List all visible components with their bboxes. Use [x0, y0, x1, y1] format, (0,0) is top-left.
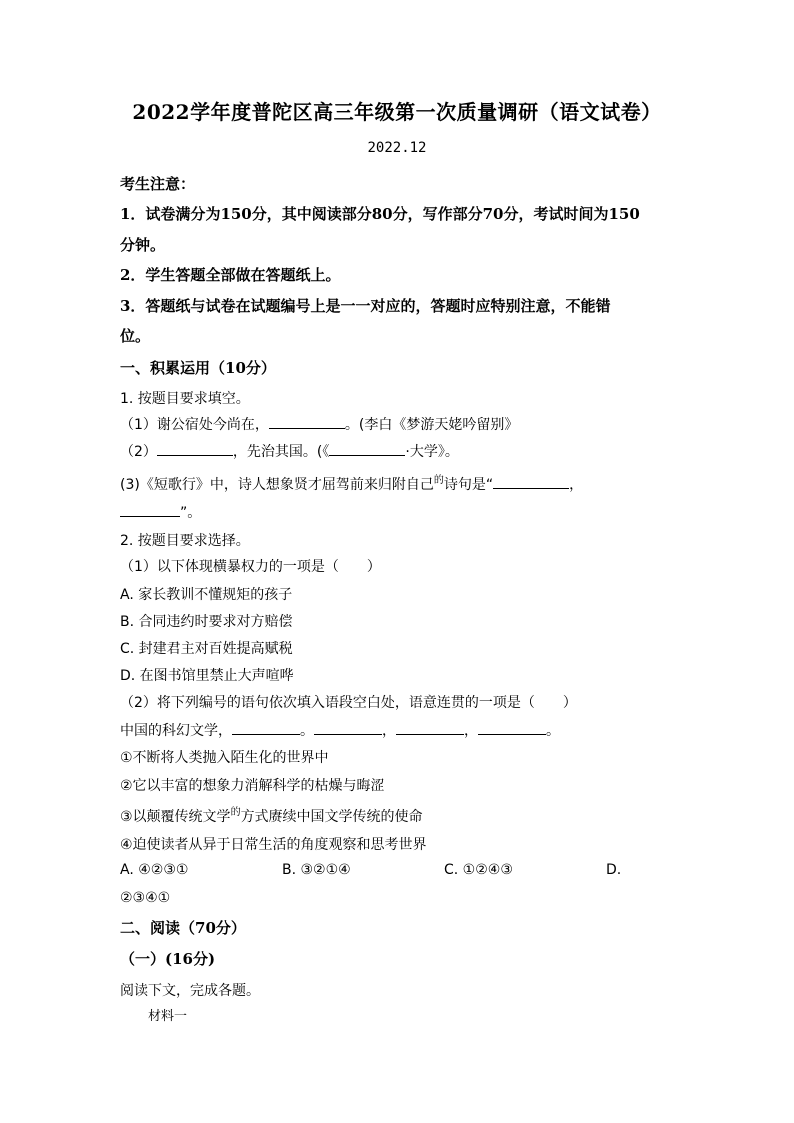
- answer-blank: [314, 720, 382, 735]
- answer-blank: [478, 720, 546, 735]
- question-1-3-comma: ，: [569, 477, 584, 493]
- question-1-2-mid: ，先治其国。(《: [232, 444, 330, 460]
- subsection-1-heading: （一）(16分): [120, 950, 216, 968]
- choice-a: A. ④②③①: [120, 862, 189, 878]
- sentence-4: ④迫使读者从异于日常生活的角度观察和思考世界: [120, 837, 427, 853]
- notice-item-3-cont: 位。: [120, 327, 151, 345]
- passage-punct: 。: [300, 723, 314, 739]
- question-2: 2. 按题目要求选择。: [120, 533, 250, 549]
- choice-d-cont: ②③④①: [120, 890, 171, 906]
- question-1-3-end: ”。: [180, 505, 202, 521]
- answer-blank: [396, 720, 464, 735]
- question-1-2: [120, 441, 459, 461]
- sentence-3: [120, 806, 423, 826]
- choice-c: C. ①②④③: [444, 862, 513, 878]
- option-a: A. 家长教训不懂规矩的孩子: [120, 587, 293, 603]
- question-1-3-sup: 的: [433, 475, 444, 486]
- answer-blank: [493, 474, 569, 489]
- question-1-3-text-b: 诗句是“: [443, 477, 494, 493]
- notice-item-2: 2．学生答题全部做在答题纸上。: [120, 266, 341, 284]
- question-1-2-end: ·大学》。: [405, 444, 459, 460]
- answer-blank: [329, 441, 405, 456]
- question-1-3-text: (3)《短歌行》中，诗人想象贤才屈驾前来归附自己: [120, 477, 434, 493]
- sentence-1: ①不断将人类抛入陌生化的世界中: [120, 750, 329, 766]
- sentence-3-text: ③以颠覆传统文学: [120, 809, 231, 825]
- choice-b: B. ③②①④: [282, 862, 351, 878]
- page-title: 2022学年度普陀区高三年级第一次质量调研（语文试卷）: [132, 100, 662, 124]
- question-1-2-text: （2）: [120, 444, 157, 460]
- passage-punct: ，: [464, 723, 478, 739]
- section-2-heading: 二、阅读（70分）: [120, 919, 246, 937]
- notice-item-1: 1．试卷满分为150分，其中阅读部分80分，写作部分70分，考试时间为150: [120, 205, 640, 223]
- material-label: 材料一: [148, 1009, 188, 1024]
- answer-blank: [269, 414, 345, 429]
- answer-blank: [120, 502, 180, 517]
- notice-item-3: 3．答题纸与试卷在试题编号上是一一对应的，答题时应特别注意，不能错: [120, 297, 611, 315]
- option-b: B. 合同违约时要求对方赔偿: [120, 614, 293, 630]
- question-1: 1. 按题目要求填空。: [120, 391, 250, 407]
- passage-text: 中国的科幻文学，: [120, 723, 232, 739]
- section-1-heading: 一、积累运用（10分）: [120, 359, 276, 377]
- choice-d: D.: [606, 862, 622, 878]
- question-1-1-source: 。(李白《梦游天姥吟留别》: [344, 417, 519, 433]
- question-1-1-text: （1）谢公宿处今尚在，: [120, 417, 269, 433]
- notice-item-1-cont: 分钟。: [120, 236, 166, 254]
- passage-punct: ，: [382, 723, 396, 739]
- question-1-3-cont: [120, 502, 201, 522]
- passage-punct: 。: [546, 723, 560, 739]
- sentence-3-rest: 方式赓续中国文学传统的使命: [240, 809, 423, 825]
- question-1-1: [120, 414, 518, 434]
- exam-date: 2022.12: [367, 140, 427, 156]
- sentence-3-sup: 的: [230, 807, 241, 818]
- sentence-2: ②它以丰富的想象力消解科学的枯燥与晦涩: [120, 778, 385, 794]
- answer-blank: [157, 441, 233, 456]
- question-2-2: （2）将下列编号的语句依次填入语段空白处，语意连贯的一项是（ ）: [120, 695, 577, 711]
- option-c: C. 封建君主对百姓提高赋税: [120, 641, 293, 657]
- reading-instruction: 阅读下文，完成各题。: [120, 983, 260, 999]
- option-d: D. 在图书馆里禁止大声喧哗: [120, 668, 294, 684]
- question-2-1: （1）以下体现横暴权力的一项是（ ）: [120, 559, 381, 575]
- answer-blank: [232, 720, 300, 735]
- question-1-3: [120, 474, 583, 494]
- notice-heading: 考生注意：: [120, 175, 196, 193]
- question-2-2-passage: [120, 720, 560, 740]
